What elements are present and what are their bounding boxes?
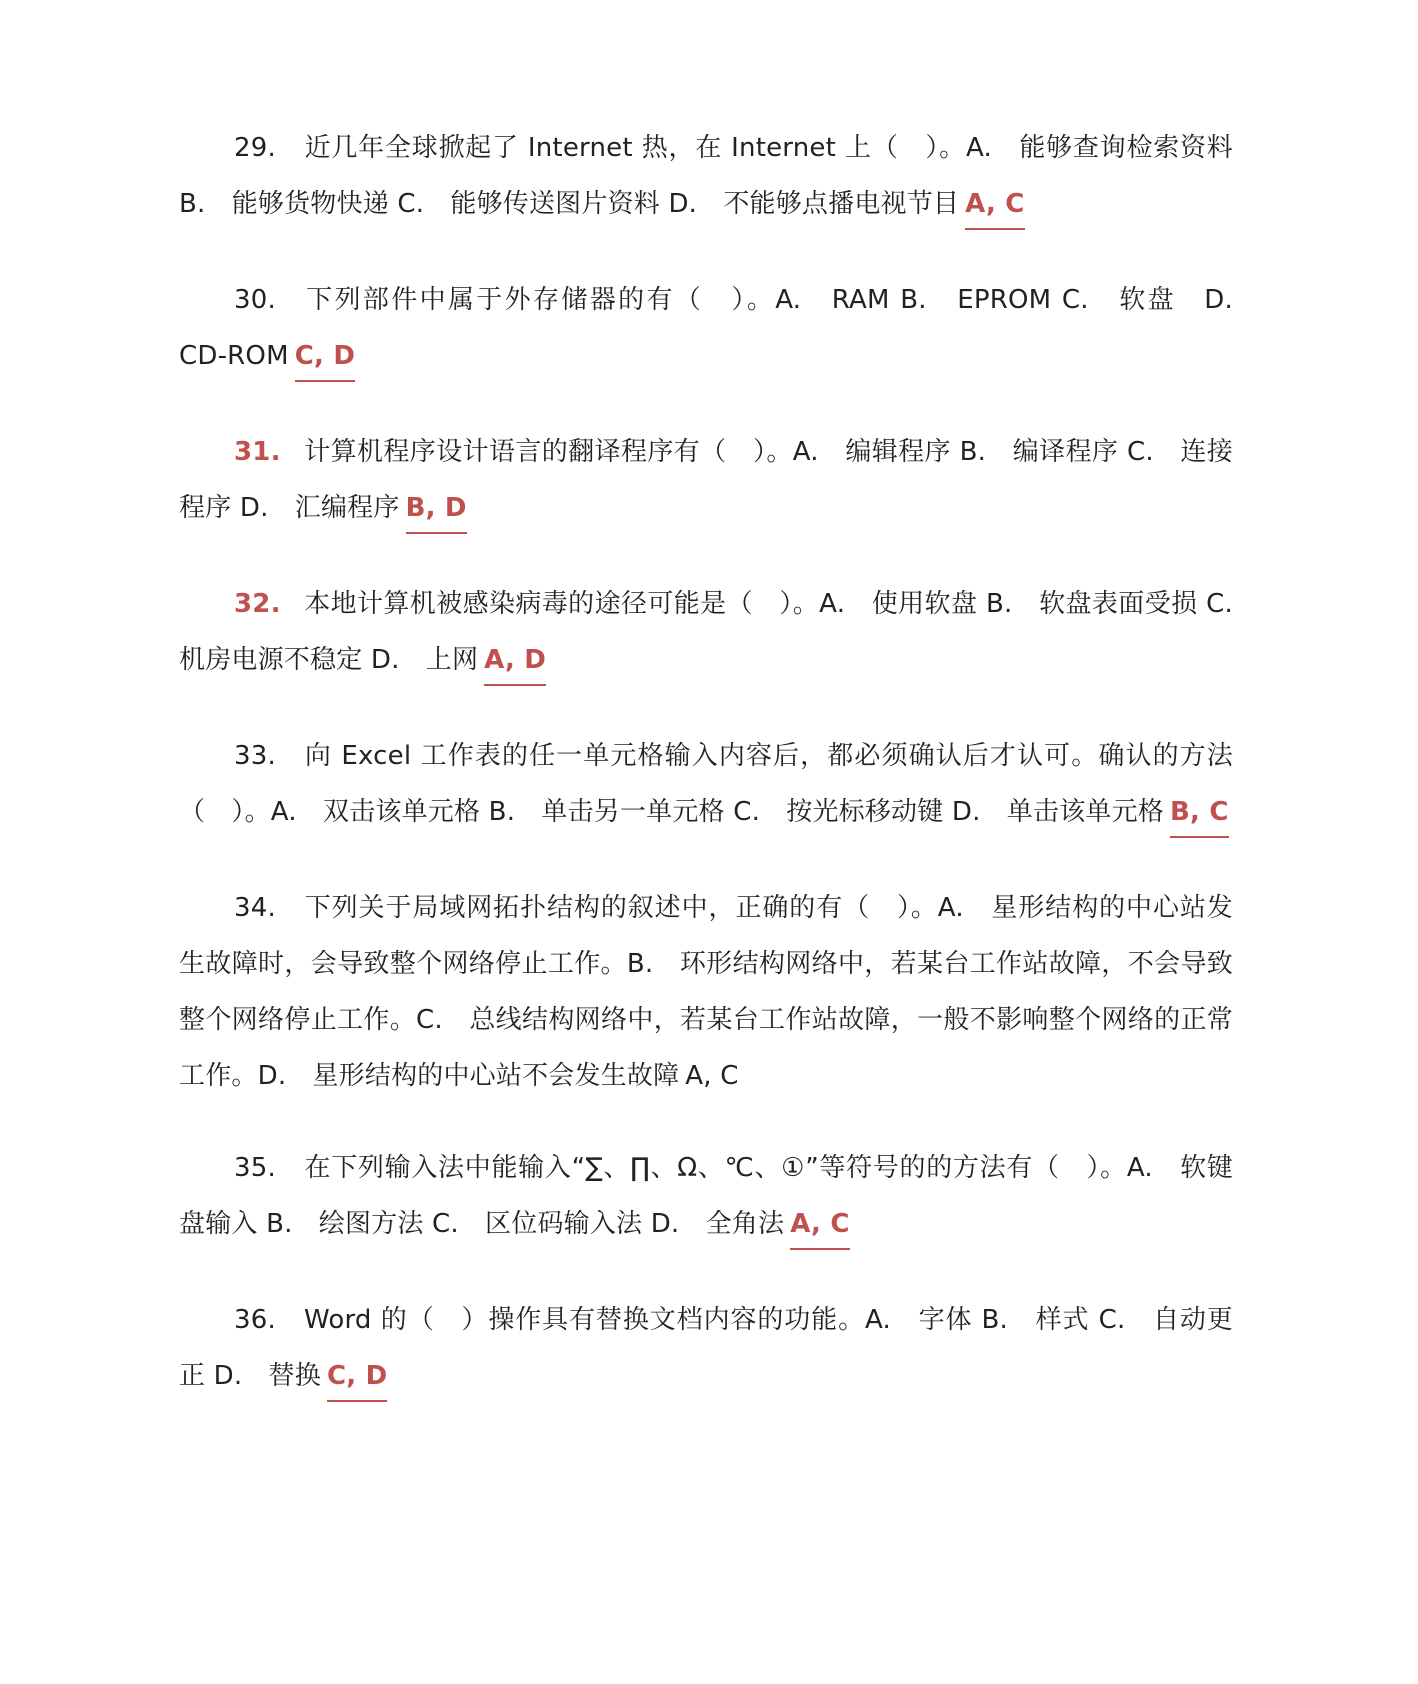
question-number: 35. [234,1153,276,1183]
question-31 [179,424,1233,536]
question-32 [179,576,1260,688]
answer-key: A, C [965,186,1024,230]
question-33 [179,728,1233,840]
question-text: 计算机程序设计语言的翻译程序有（ ）。A. 编辑程序 B. 编译程序 C. 连接程序 D. 汇编程序 [179,437,1233,523]
question-35 [179,1140,1233,1252]
answer-key: C, D [295,338,355,382]
answer-key: A, C [790,1206,849,1250]
answer-key: B, D [406,490,467,534]
question-text: Word 的（ ）操作具有替换文档内容的功能。A. 字体 B. 样式 C. 自动更正 D. 替换 [179,1305,1233,1391]
question-29 [179,120,1233,232]
question-number: 34. [234,893,276,923]
question-text: 近几年全球掀起了 Internet 热，在 Internet 上（ ）。A. 能够查询检索资料 B. 能够货物快递 C. 能够传送图片资料 D. 不能够点播电视节目 [179,133,1233,219]
answer-key: C, D [327,1358,387,1402]
question-text: 向 Excel 工作表的任一单元格输入内容后，都必须确认后才认可。确认的方法（ ）。A. 双击该单元格 B. 单击另一单元格 C. 按光标移动键 D. 单击该单元格 [179,741,1233,827]
answer-key: A, C [685,1061,739,1091]
question-number: 36. [234,1305,276,1335]
answer-key: B, C [1170,794,1229,838]
question-text: 在下列输入法中能输入“∑、∏、Ω、℃、①”等符号的的方法有（ ）。A. 软键盘输入 B. 绘图方法 C. 区位码输入法 D. 全角法 [179,1153,1233,1239]
question-36 [179,1292,1233,1404]
question-number: 32. [234,589,281,619]
question-number: 31. [234,437,281,467]
question-number: 33. [234,741,276,771]
question-30 [179,272,1260,384]
answer-key: A, D [484,642,546,686]
question-text: 本地计算机被感染病毒的途径可能是（ ）。A. 使用软盘 B. 软盘表面受损 C. 机房电源不稳定 D. 上网 [179,589,1260,675]
question-number: 29. [234,133,276,163]
question-number: 30. [234,285,276,315]
question-text: 下列关于局域网拓扑结构的叙述中，正确的有（ ）。A. 星形结构的中心站发生故障时，会导致整个网络停止工作。B. 环形结构网络中，若某台工作站故障，不会导致整个网络停止工作。C. 总线结构网络中，若某台工作站故障，一般不影响整个网络的正常工作。D. 星形结构的中心站不会发生故障 [179,893,1233,1091]
question-34 [179,880,1233,1104]
question-text: 下列部件中属于外存储器的有（ ）。A. RAM B. EPROM C. 软盘 D. CD-ROM [179,285,1260,371]
